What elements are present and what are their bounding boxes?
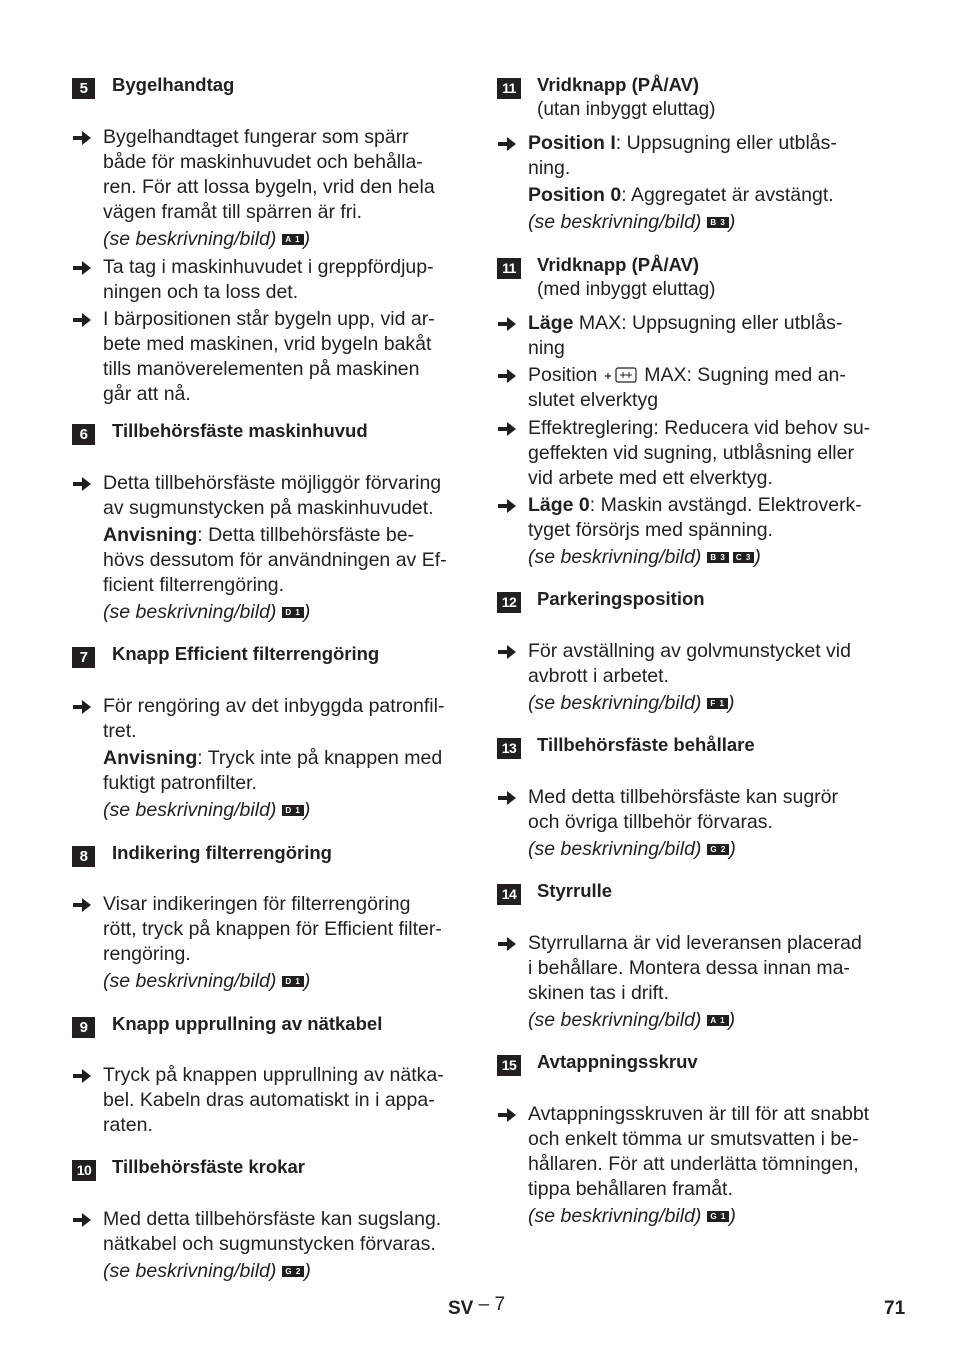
text-line: Läge MAX: Uppsugning eller utblås-: [528, 312, 843, 334]
note-line: Anvisning: Detta tillbehörsfäste be-: [103, 524, 415, 546]
section-title: Vridknapp (PÅ/AV): [537, 74, 700, 95]
figure-badge: G 2: [707, 844, 729, 855]
arrow-icon: [72, 1211, 92, 1229]
text-line: Visar indikeringen för filterrengöring: [103, 893, 411, 915]
text-line: Läge 0: Maskin avstängd. Elektroverk-: [528, 494, 862, 516]
figure-badge: B 3: [707, 552, 728, 563]
arrow-icon: [497, 935, 517, 953]
text-line: Effektreglering: Reducera vid behov su-: [528, 417, 871, 439]
figure-badge: D 1: [282, 607, 303, 618]
figure-badge: C 3: [733, 552, 754, 563]
arrow-icon: [72, 475, 92, 493]
arrow-icon: [497, 643, 517, 661]
text-line: hövs dessutom för användningen av Ef-: [103, 549, 447, 571]
section-number: 9: [72, 1017, 95, 1038]
arrow-icon: [497, 135, 517, 153]
text-line: Detta tillbehörsfäste möjliggör förvaring: [103, 472, 442, 494]
text-line: slutet elverktyg: [528, 389, 659, 411]
text-line: bel. Kabeln dras automatiskt in i appa-: [103, 1089, 435, 1111]
text-line: och övriga tillbehör förvaras.: [528, 811, 773, 833]
arrow-icon: [72, 259, 92, 277]
note-line: Anvisning: Tryck inte på knappen med: [103, 747, 443, 769]
section-number: 11: [497, 78, 521, 99]
text-line: i behållare. Montera dessa innan ma-: [528, 957, 850, 979]
text-line: raten.: [103, 1114, 153, 1136]
text-line: vägen framåt till spärren är fri.: [103, 201, 363, 223]
text-line: går att nå.: [103, 383, 191, 405]
figure-badge: A 1: [707, 1015, 728, 1026]
figure-badge: F 1: [707, 698, 728, 709]
text-line: Bygelhandtaget fungerar som spärr: [103, 126, 409, 148]
figure-reference: (se beskrivning/bild) G 2 ): [528, 838, 736, 860]
section-title: Styrrulle: [537, 880, 613, 901]
text-line: tret.: [103, 720, 137, 742]
figure-badge: B 3: [707, 217, 728, 228]
figure-reference: (se beskrivning/bild) B 3 ): [528, 211, 736, 233]
arrow-icon: [497, 420, 517, 438]
text-line: tyget försörjs med spänning.: [528, 519, 773, 541]
arrow-icon: [497, 367, 517, 385]
text-line: nätkabel och sugmunstycken förvaras.: [103, 1233, 436, 1255]
section-number: 6: [72, 424, 95, 445]
section-number: 7: [72, 647, 95, 668]
arrow-icon: [497, 789, 517, 807]
text-line: vid arbete med ett elverktyg.: [528, 467, 773, 489]
section-title: Parkeringsposition: [537, 588, 705, 609]
text-line: ning: [528, 337, 565, 359]
text-line: både för maskinhuvudet och behålla-: [103, 151, 423, 173]
arrow-icon: [497, 315, 517, 333]
text-line: Styrrullarna är vid leveransen placerad: [528, 932, 862, 954]
figure-reference: (se beskrivning/bild) A 1 ): [528, 1009, 736, 1031]
text-line: Ta tag i maskinhuvudet i greppfördjup-: [103, 256, 434, 278]
power-tool-socket-icon: [603, 366, 639, 384]
section-number: 11: [497, 258, 521, 279]
section-title: Bygelhandtag: [112, 74, 235, 95]
text-line: avbrott i arbetet.: [528, 665, 669, 687]
text-line: Position I: Uppsugning eller utblås-: [528, 132, 837, 154]
section-number: 8: [72, 846, 95, 867]
text-line: Tryck på knappen upprullning av nätka-: [103, 1064, 444, 1086]
section-number: 13: [497, 738, 521, 759]
figure-reference: (se beskrivning/bild) D 1 ): [103, 970, 311, 992]
figure-badge: D 1: [282, 976, 303, 987]
section-title: Indikering filterrengöring: [112, 842, 332, 863]
text-line: fuktigt patronfilter.: [103, 772, 257, 794]
text-line: rengöring.: [103, 943, 191, 965]
text-line: ren. För att lossa bygeln, vrid den hela: [103, 176, 435, 198]
text-line: och enkelt tömma ur smutsvatten i be-: [528, 1128, 859, 1150]
figure-reference: (se beskrivning/bild) F 1 ): [528, 692, 735, 714]
text-line: hållaren. För att underlätta tömningen,: [528, 1153, 859, 1175]
figure-reference: (se beskrivning/bild) G 2 ): [103, 1260, 311, 1282]
arrow-icon: [72, 129, 92, 147]
text-line: tills manöverelementen på maskinen: [103, 358, 420, 380]
arrow-icon: [72, 1067, 92, 1085]
text-line: Avtappningsskruven är till för att snabbt: [528, 1103, 870, 1125]
figure-reference: (se beskrivning/bild) A 1 ): [103, 228, 311, 250]
section-subtitle: (utan inbyggt eluttag): [537, 99, 716, 120]
section-title: Avtappningsskruv: [537, 1051, 698, 1072]
section-title: Knapp Efficient filterrengöring: [112, 643, 380, 664]
section-title: Tillbehörsfäste behållare: [537, 734, 755, 755]
figure-badge: D 1: [282, 805, 303, 816]
section-number: 5: [72, 78, 95, 99]
text-line: skinen tas i drift.: [528, 982, 669, 1004]
section-title: Tillbehörsfäste krokar: [112, 1156, 305, 1177]
text-line: Med detta tillbehörsfäste kan sugrör: [528, 786, 839, 808]
section-title: Tillbehörsfäste maskinhuvud: [112, 420, 368, 441]
figure-badge: A 1: [282, 234, 303, 245]
text-line: ningen och ta loss det.: [103, 281, 299, 303]
text-line: ficient filterrengöring.: [103, 574, 285, 596]
section-subtitle: (med inbyggt eluttag): [537, 279, 716, 300]
text-line: rött, tryck på knappen för Efficient filter-: [103, 918, 442, 940]
text-line: För avställning av golvmunstycket vid: [528, 640, 851, 662]
figure-reference: (se beskrivning/bild) D 1 ): [103, 601, 311, 623]
section-number: 14: [497, 884, 521, 905]
text-line: För rengöring av det inbyggda patronfil-: [103, 695, 445, 717]
page-number: 71: [884, 1298, 906, 1319]
section-title: Knapp upprullning av nätkabel: [112, 1013, 383, 1034]
figure-badge: G 1: [707, 1211, 729, 1222]
arrow-icon: [72, 311, 92, 329]
text-line: Med detta tillbehörsfäste kan sugslang.: [103, 1208, 442, 1230]
text-line: ning.: [528, 157, 571, 179]
figure-reference: (se beskrivning/bild) B 3 C 3 ): [528, 546, 761, 568]
text-line: Position 0: Aggregatet är avstängt.: [528, 184, 834, 206]
arrow-icon: [497, 497, 517, 515]
text-line: geffekten vid sugning, utblåsning eller: [528, 442, 854, 464]
figure-reference: (se beskrivning/bild) G 1 ): [528, 1205, 736, 1227]
text-line: Position MAX: Sugning med an-: [528, 364, 846, 386]
section-title: Vridknapp (PÅ/AV): [537, 254, 700, 275]
figure-badge: G 2: [282, 1266, 304, 1277]
footer-section-label: SV – 7: [448, 1294, 506, 1319]
text-line: av sugmunstycken på maskinhuvudet.: [103, 497, 434, 519]
figure-reference: (se beskrivning/bild) D 1 ): [103, 799, 311, 821]
text-line: I bärpositionen står bygeln upp, vid ar-: [103, 308, 435, 330]
section-number: 15: [497, 1055, 521, 1076]
arrow-icon: [72, 896, 92, 914]
section-number: 12: [497, 592, 521, 613]
arrow-icon: [497, 1106, 517, 1124]
arrow-icon: [72, 698, 92, 716]
text-line: tippa behållaren framåt.: [528, 1178, 733, 1200]
section-number: 10: [72, 1160, 96, 1181]
text-line: bete med maskinen, vrid bygeln bakåt: [103, 333, 432, 355]
